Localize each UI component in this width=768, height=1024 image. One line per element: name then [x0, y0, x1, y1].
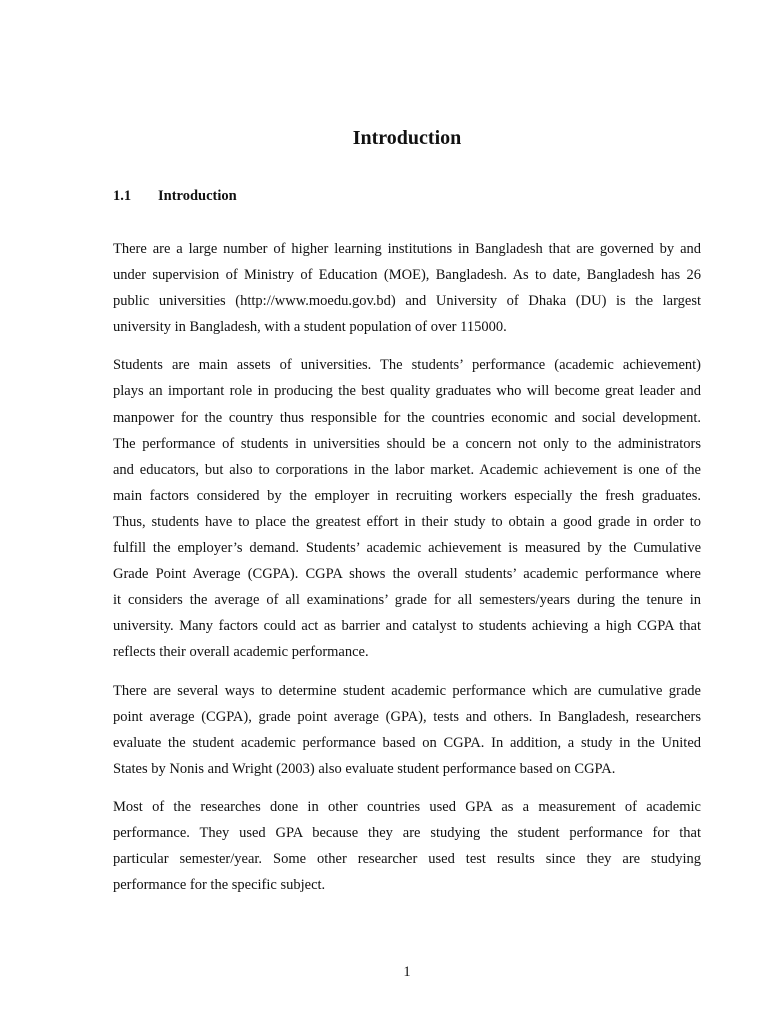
- paragraph-3: [113, 678, 701, 782]
- text-line: manpower for the country thus responsible for the countries economic and social development.: [113, 409, 701, 426]
- text-line: point average (CGPA), grade point average (GPA), tests and others. In Bangladesh, researchers: [113, 708, 701, 725]
- text-line: Grade Point Average (CGPA). CGPA shows the overall students’ academic performance where: [113, 566, 701, 583]
- text-line: There are a large number of higher learning institutions in Bangladesh that are governed by and: [113, 241, 701, 257]
- text-line: fulfill the employer’s demand. Students’ academic achievement is measured by the Cumulative: [113, 540, 701, 557]
- text-line: plays an important role in producing the best quality graduates who will become great leader and: [113, 383, 701, 400]
- text-line: States by Nonis and Wright (2003) also evaluate student performance based on CGPA.: [113, 760, 616, 777]
- text-line: The performance of students in universities should be a concern not only to the administrators: [113, 435, 701, 452]
- text-line: public universities (http://www.moedu.gov.bd) and University of Dhaka (DU) is the largest: [113, 293, 701, 310]
- text-line: particular semester/year. Some other researcher used test results since they are studying: [113, 851, 701, 868]
- section-title: Introduction: [158, 188, 237, 204]
- text-line: university in Bangladesh, with a student population of over 115000.: [113, 319, 507, 336]
- text-line: Thus, students have to place the greatest effort in their study to obtain a good grade in order to: [113, 513, 701, 530]
- text-line: it considers the average of all examinations’ grade for all semesters/years during the tenure in: [113, 592, 701, 609]
- body-text: [113, 236, 701, 910]
- text-line: evaluate the student academic performance based on CGPA. In addition, a study in the United: [113, 734, 701, 751]
- text-line: and educators, but also to corporations in the labor market. Academic achievement is one of the: [113, 461, 701, 478]
- text-line: reflects their overall academic performance.: [113, 644, 369, 661]
- page-number: 1: [403, 964, 411, 980]
- text-line: Students are main assets of universities. The students’ performance (academic achievement): [113, 357, 701, 374]
- paragraph-1: [113, 236, 701, 340]
- chapter-title: Introduction: [352, 127, 462, 149]
- paragraph-4: [113, 794, 701, 898]
- text-line: performance for the specific subject.: [113, 877, 326, 894]
- section-heading: [113, 186, 237, 206]
- text-line: under supervision of Ministry of Education (MOE), Bangladesh. As to date, Bangladesh has 26: [113, 267, 701, 284]
- text-line: Most of the researches done in other countries used GPA as a measurement of academic: [113, 798, 701, 815]
- text-line: There are several ways to determine student academic performance which are cumulative grade: [113, 682, 701, 699]
- text-line: university. Many factors could act as barrier and catalyst to students achieving a high CGPA that: [113, 618, 701, 635]
- section-number: 1.1: [113, 188, 132, 204]
- text-line: performance. They used GPA because they are studying the student performance for that: [113, 824, 701, 841]
- text-line: main factors considered by the employer in recruiting workers especially the fresh graduates.: [113, 487, 701, 504]
- paragraph-2: [113, 352, 701, 665]
